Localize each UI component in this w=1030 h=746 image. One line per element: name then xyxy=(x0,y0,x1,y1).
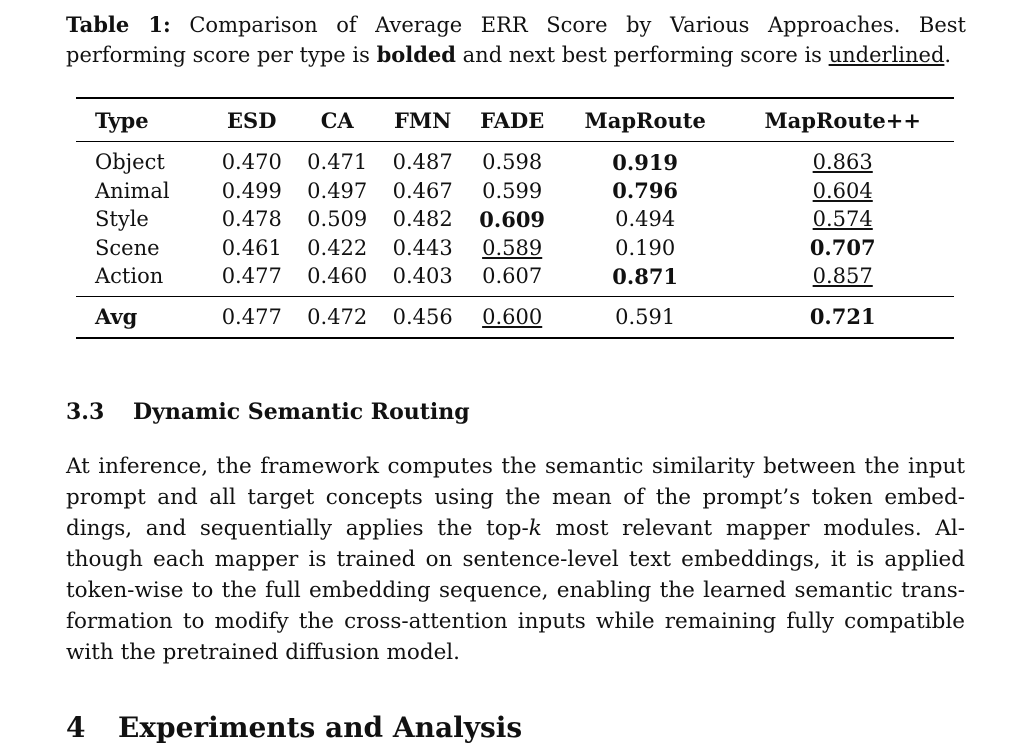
paragraph-text: At inference, the framework computes the semantic similarity between the input prompt and all target concepts using the mean of the prompt’s token embeddings, and sequentially applies the top- xyxy=(66,454,965,541)
score-cell xyxy=(465,262,559,296)
score-cell xyxy=(465,142,559,177)
caption-underline-word: underlined xyxy=(828,43,945,67)
section-title: Experiments and Analysis xyxy=(118,711,523,744)
score-cell xyxy=(731,234,954,263)
score-cell xyxy=(731,205,954,234)
score-cell xyxy=(559,177,731,206)
score-value: 0.477 xyxy=(221,304,282,329)
row-type-cell: Scene xyxy=(95,235,160,260)
table-row xyxy=(76,234,954,263)
score-cell xyxy=(465,296,559,338)
body-paragraph xyxy=(66,451,965,668)
score-value: 0.461 xyxy=(221,235,282,260)
score-cell xyxy=(380,205,465,234)
score-cell xyxy=(209,177,294,206)
score-value: 0.707 xyxy=(809,235,876,261)
score-cell xyxy=(209,205,294,234)
score-cell xyxy=(209,262,294,296)
caption-bold-word: bolded xyxy=(376,42,456,67)
score-cell xyxy=(380,142,465,177)
caption-label: Table 1: xyxy=(66,12,171,37)
score-cell xyxy=(294,142,379,177)
subsection-title: Dynamic Semantic Routing xyxy=(133,399,470,425)
score-value: 0.403 xyxy=(392,264,453,289)
column-header: FADE xyxy=(480,107,545,133)
score-value: 0.871 xyxy=(612,263,679,289)
score-cell xyxy=(465,234,559,263)
score-value: 0.487 xyxy=(392,150,453,175)
score-cell xyxy=(380,234,465,263)
score-cell xyxy=(294,234,379,263)
row-type-cell: Avg xyxy=(95,304,138,329)
score-cell xyxy=(380,262,465,296)
table-row xyxy=(76,205,954,234)
score-cell xyxy=(380,296,465,338)
results-table xyxy=(76,97,954,339)
subsection-number: 3.3 xyxy=(66,399,105,425)
table-caption xyxy=(66,10,966,70)
score-value: 0.857 xyxy=(812,264,873,289)
score-cell xyxy=(559,262,731,296)
score-value: 0.863 xyxy=(812,150,873,175)
score-value: 0.721 xyxy=(809,304,876,329)
column-header: ESD xyxy=(227,107,277,133)
score-cell xyxy=(209,296,294,338)
score-value: 0.478 xyxy=(221,207,282,232)
table-row xyxy=(76,262,954,296)
section-heading xyxy=(66,711,522,744)
score-cell xyxy=(731,142,954,177)
score-value: 0.471 xyxy=(307,150,368,175)
table-body xyxy=(76,142,954,297)
score-value: 0.499 xyxy=(221,178,282,203)
score-value: 0.589 xyxy=(482,235,543,260)
row-type-cell: Animal xyxy=(95,178,170,203)
table-header-row xyxy=(76,98,954,142)
table-avg-row xyxy=(76,296,954,338)
score-cell xyxy=(559,142,731,177)
section-number: 4 xyxy=(66,711,86,744)
score-value: 0.609 xyxy=(479,206,546,232)
score-value: 0.470 xyxy=(221,150,282,175)
score-value: 0.599 xyxy=(482,178,543,203)
score-cell xyxy=(465,177,559,206)
score-cell xyxy=(294,205,379,234)
score-cell xyxy=(731,296,954,338)
paragraph-text: most relevant mapper modules. Although each mapper is trained on sentence-level text embeddings, it is applied token-wise to the full embedding sequence, enabling the learned semantic transformation to modify the cross-attention inputs while remaining fully compatible with the pretrained diffusion model. xyxy=(66,516,965,665)
table-row xyxy=(76,177,954,206)
score-value: 0.604 xyxy=(812,178,873,203)
score-value: 0.591 xyxy=(615,304,676,329)
table-row xyxy=(76,142,954,177)
caption-text: . xyxy=(944,43,952,67)
score-cell xyxy=(294,177,379,206)
row-type-cell: Style xyxy=(95,207,149,232)
caption-text: and next best performing score is xyxy=(455,43,829,67)
score-value: 0.919 xyxy=(612,149,679,175)
score-value: 0.460 xyxy=(307,264,368,289)
score-cell xyxy=(294,296,379,338)
score-value: 0.509 xyxy=(307,207,368,232)
score-cell xyxy=(731,262,954,296)
score-cell xyxy=(294,262,379,296)
row-type-cell: Action xyxy=(95,264,164,289)
score-value: 0.467 xyxy=(392,178,453,203)
score-cell xyxy=(209,142,294,177)
score-value: 0.456 xyxy=(392,304,453,329)
column-header: CA xyxy=(320,107,354,133)
score-cell xyxy=(559,296,731,338)
score-value: 0.494 xyxy=(615,207,676,232)
score-value: 0.443 xyxy=(392,235,453,260)
score-value: 0.472 xyxy=(307,304,368,329)
column-header: FMN xyxy=(394,107,452,133)
score-cell xyxy=(559,234,731,263)
score-cell xyxy=(731,177,954,206)
score-cell xyxy=(380,177,465,206)
column-header: Type xyxy=(95,107,149,133)
score-value: 0.574 xyxy=(812,207,873,232)
score-value: 0.598 xyxy=(482,150,543,175)
score-cell xyxy=(209,234,294,263)
score-value: 0.422 xyxy=(307,235,368,260)
column-header: MapRoute xyxy=(584,107,706,133)
score-value: 0.607 xyxy=(482,264,543,289)
score-value: 0.482 xyxy=(392,207,453,232)
score-value: 0.600 xyxy=(482,304,543,329)
subsection-heading xyxy=(66,399,470,425)
column-header: MapRoute++ xyxy=(764,107,921,133)
math-k: k xyxy=(528,516,542,541)
score-value: 0.497 xyxy=(307,178,368,203)
score-value: 0.477 xyxy=(221,264,282,289)
score-value: 0.190 xyxy=(615,235,676,260)
row-type-cell: Object xyxy=(95,150,165,175)
score-cell xyxy=(559,205,731,234)
score-cell xyxy=(465,205,559,234)
caption-text: Comparison of Average ERR Score by Various Approaches. Best performing score per type is xyxy=(66,13,966,67)
score-value: 0.796 xyxy=(612,178,679,204)
